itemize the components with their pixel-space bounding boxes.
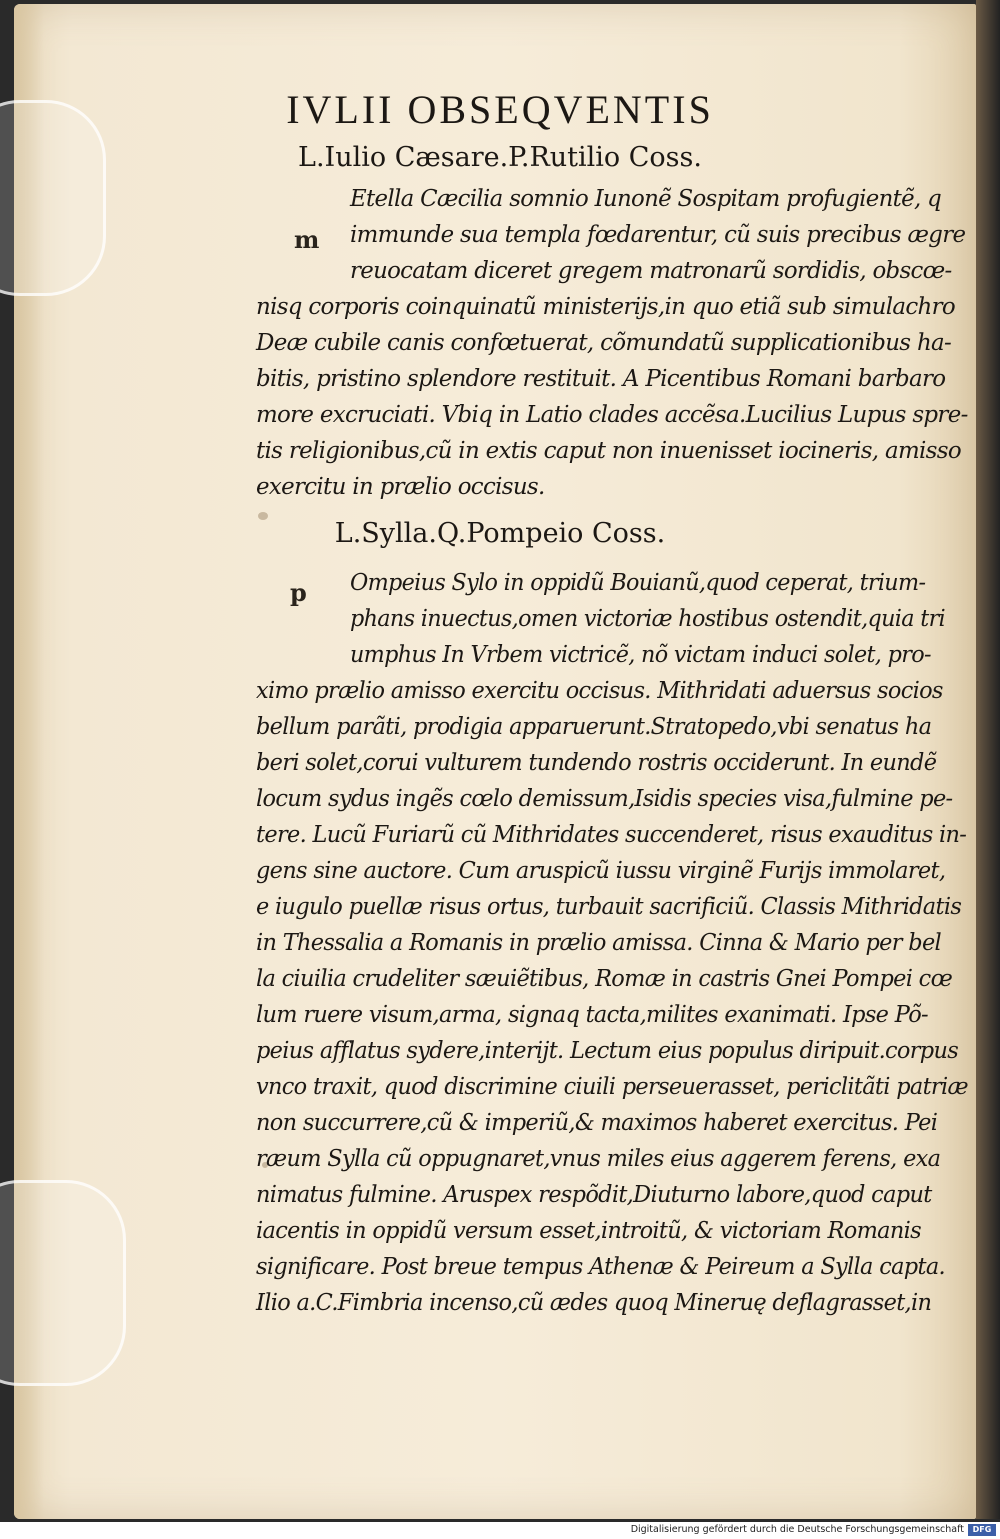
text-line: Ilio a.C.Fimbria incenso,cũ ædes quoq Mineruę deflagrasset,in <box>256 1288 932 1316</box>
text-line: ræum Sylla cũ oppugnaret,vnus miles eius aggerem ferens, exa <box>256 1144 941 1172</box>
text-line: tere. Lucũ Furiarũ cũ Mithridates succenderet, risus exauditus in- <box>256 820 967 848</box>
text-line: gens sine auctore. Cum aruspicũ iussu virginẽ Furijs immolaret, <box>256 856 946 884</box>
text-line: immunde sua templa fœdarentur, cũ suis precibus ægre <box>350 220 966 248</box>
text-line: ximo prælio amisso exercitu occisus. Mithridati aduersus socios <box>256 676 943 704</box>
text-line: bellum parãti, prodigia apparuerunt.Stratopedo,vbi senatus ha <box>256 712 932 740</box>
plastic-clip-bottom <box>0 1180 126 1386</box>
text-line: e iugulo puellæ risus ortus, turbauit sacrificiũ. Classis Mithridatis <box>256 892 962 920</box>
text-line: non succurrere,cũ & imperiũ,& maximos haberet exercitus. Pei <box>256 1108 938 1136</box>
text-line: locum sydus ingẽs cœlo demissum,Isidis species visa,fulmine pe- <box>256 784 953 812</box>
guide-letter: p <box>290 578 307 607</box>
text-line: bitis, pristino splendore restituit. A Picentibus Romani barbaro <box>256 364 946 392</box>
text-line: in Thessalia a Romanis in prælio amissa. Cinna & Mario per bel <box>256 928 942 956</box>
text-line: Etella Cæcilia somnio Iunonẽ Sospitam profugientẽ, q <box>350 184 942 212</box>
text-line: iacentis in oppidũ versum esset,introitũ, & victoriam Romanis <box>256 1216 921 1244</box>
section-heading: L.Iulio Cæsare.P.Rutilio Coss. <box>298 142 702 173</box>
text-line: nisq corporis coinquinatũ ministerijs,in quo etiã sub simulachro <box>256 292 955 320</box>
text-line: umphus In Vrbem victricẽ, nõ victam induci solet, pro- <box>350 640 931 668</box>
paragraph <box>256 564 1000 1320</box>
paragraph <box>256 180 986 504</box>
text-line: Deæ cubile canis confœtuerat, cõmundatũ supplicationibus ha- <box>256 328 952 356</box>
footer-credit: Digitalisierung gefördert durch die Deutsche Forschungsgemeinschaft <box>630 1524 964 1535</box>
text-line: tis religionibus,cũ in extis caput non inuenisset iocineris, amisso <box>256 436 961 464</box>
text-line: lum ruere visum,arma, signaq tacta,milites exanimati. Ipse Põ- <box>256 1000 928 1028</box>
text-line: peius afflatus sydere,interijt. Lectum eius populus diripuit.corpus <box>256 1036 959 1064</box>
guide-letter: m <box>294 225 320 254</box>
text-line: la ciuilia crudeliter sæuiẽtibus, Romæ in castris Gnei Pompei cœ <box>256 964 953 992</box>
text-line: more excruciati. Vbiq in Latio clades accẽsa.Lucilius Lupus spre- <box>256 400 968 428</box>
text-line: beri solet,corui vulturem tundendo rostris occiderunt. In eundẽ <box>256 748 937 776</box>
text-line: nimatus fulmine. Aruspex respõdit,Diuturno labore,quod caput <box>256 1180 932 1208</box>
dfg-logo: DFG <box>968 1524 996 1536</box>
section-heading: L.Sylla.Q.Pompeio Coss. <box>334 518 666 549</box>
text-line: phans inuectus,omen victoriæ hostibus ostendit,quia tri <box>350 604 946 632</box>
text-line: reuocatam diceret gregem matronarũ sordidis, obscœ- <box>350 256 952 284</box>
running-head: IVLII OBSEQVENTIS <box>286 87 714 132</box>
text-line: vnco traxit, quod discrimine ciuili perseuerasset, periclitãti patriæ <box>256 1072 968 1100</box>
text-line: exercitu in prælio occisus. <box>256 472 545 500</box>
text-line: significare. Post breue tempus Athenæ & Peireum a Sylla capta. <box>256 1252 945 1280</box>
text-line: Ompeius Sylo in oppidũ Bouianũ,quod ceperat, trium- <box>350 568 926 596</box>
